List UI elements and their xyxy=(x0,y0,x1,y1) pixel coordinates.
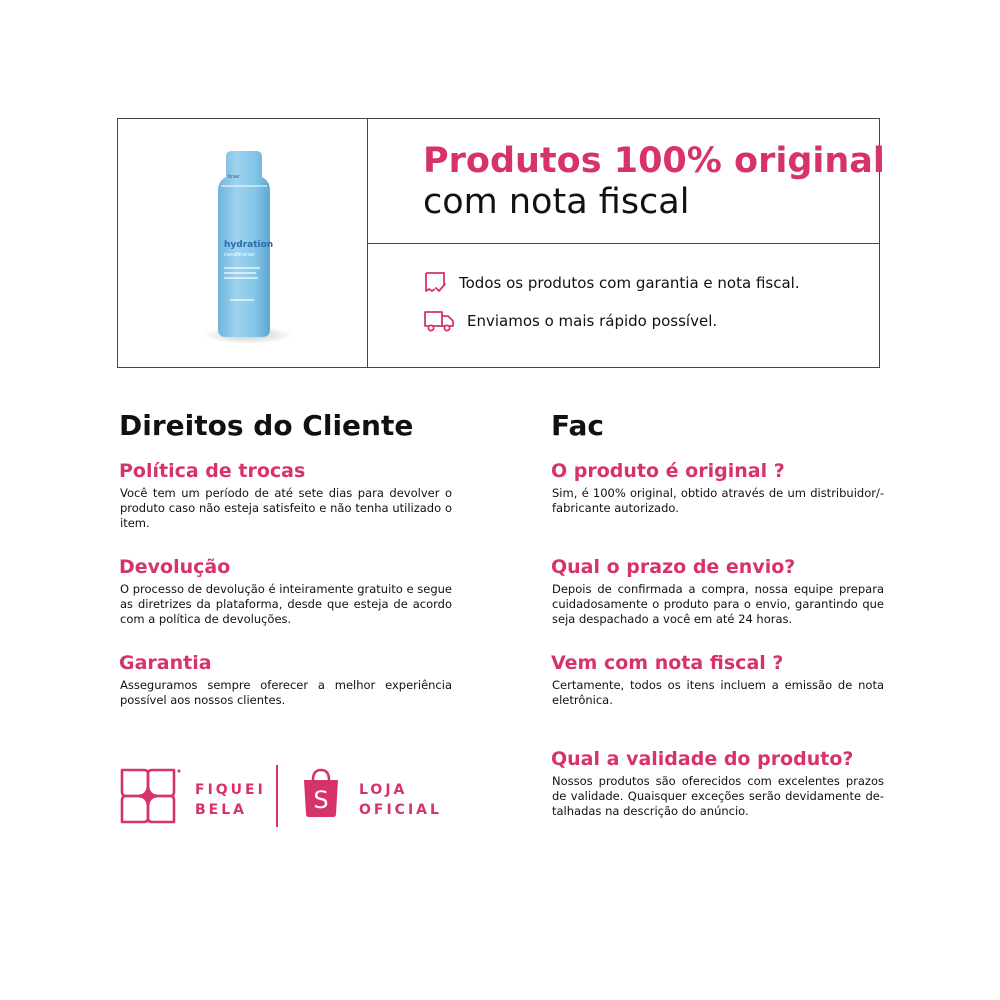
faq-heading-validity: Qual a validade do produto? xyxy=(551,748,854,770)
delivery-truck-icon xyxy=(423,309,455,333)
headline-line-1: Produtos 100% original xyxy=(423,141,885,181)
banner-horizontal-divider xyxy=(367,243,879,244)
bottle-brand-label: brae xyxy=(228,174,240,180)
conditioner-bottle-image xyxy=(118,119,367,367)
bottle-product-type: conditioner xyxy=(224,252,256,258)
receipt-check-icon xyxy=(423,271,447,295)
faq-heading-invoice: Vem com nota fiscal ? xyxy=(551,652,784,674)
shopping-bag-letter: S xyxy=(313,786,329,814)
fiquei-bela-flower-icon xyxy=(119,767,181,825)
faq-text-invoice: Certamente, todos os itens incluem a emissão de nota eletrônica. xyxy=(552,678,884,707)
warranty-item xyxy=(119,650,452,708)
faq-item-invoice xyxy=(551,650,884,708)
feature-warranty-text: Todos os produtos com garantia e nota fiscal. xyxy=(459,274,800,292)
official-store-line-2: OFICIAL xyxy=(359,802,442,818)
warranty-heading: Garantia xyxy=(119,652,212,674)
warranty-text: Asseguramos sempre oferecer a melhor experiência possível aos nossos clientes. xyxy=(120,678,452,707)
banner-headline xyxy=(423,139,885,221)
headline-line-2: com nota fiscal xyxy=(423,182,690,222)
faq-item-original xyxy=(551,458,884,516)
faq-heading-shipping: Qual o prazo de envio? xyxy=(551,556,796,578)
logo-divider xyxy=(276,765,278,827)
customer-rights-section xyxy=(119,408,452,707)
exchange-policy-heading: Política de trocas xyxy=(119,460,306,482)
faq-text-shipping: Depois de confirmada a compra, nossa equipe prepara cuidadosamente o produto para o envio, garantindo que seja despachado a você em até 24 horas. xyxy=(552,582,884,626)
official-store-line-1: LOJA xyxy=(359,782,408,798)
bottle-product-line: hydration xyxy=(224,240,274,250)
exchange-policy-item xyxy=(119,458,452,531)
faq-text-original: Sim, é 100% original, obtido através de um distribuidor/-fabricante autorizado. xyxy=(552,486,884,515)
faq-text-validity: Nossos produtos são oferecidos com excelentes prazos de validade. Quaisquer exceções serão devidamente de-talhadas na descrição do anúncio. xyxy=(552,774,884,818)
product-image xyxy=(118,119,367,367)
fiquei-bela-line-1: FIQUEI xyxy=(195,782,266,798)
feature-shipping-text: Enviamos o mais rápido possível. xyxy=(467,312,718,330)
faq-item-shipping xyxy=(551,554,884,627)
original-products-banner xyxy=(117,118,885,368)
return-item xyxy=(119,554,452,627)
faq-title: Fac xyxy=(551,409,604,442)
faq-item-validity xyxy=(551,746,884,819)
shopping-bag-icon xyxy=(301,768,341,818)
brand-logos xyxy=(119,765,459,830)
return-text: O processo de devolução é inteiramente gratuito e segue as diretrizes da plataforma, desde que esteja de acordo com a política de devoluções. xyxy=(120,582,452,626)
return-heading: Devolução xyxy=(119,556,231,578)
fiquei-bela-line-2: BELA xyxy=(195,802,247,818)
customer-rights-title: Direitos do Cliente xyxy=(119,409,414,442)
faq-section xyxy=(551,408,884,818)
feature-warranty xyxy=(423,271,800,295)
exchange-policy-text: Você tem um período de até sete dias para devolver o produto caso não esteja satisfeito e não tenha utilizado o item. xyxy=(120,486,452,530)
faq-heading-original: O produto é original ? xyxy=(551,460,785,482)
feature-shipping xyxy=(423,309,717,333)
